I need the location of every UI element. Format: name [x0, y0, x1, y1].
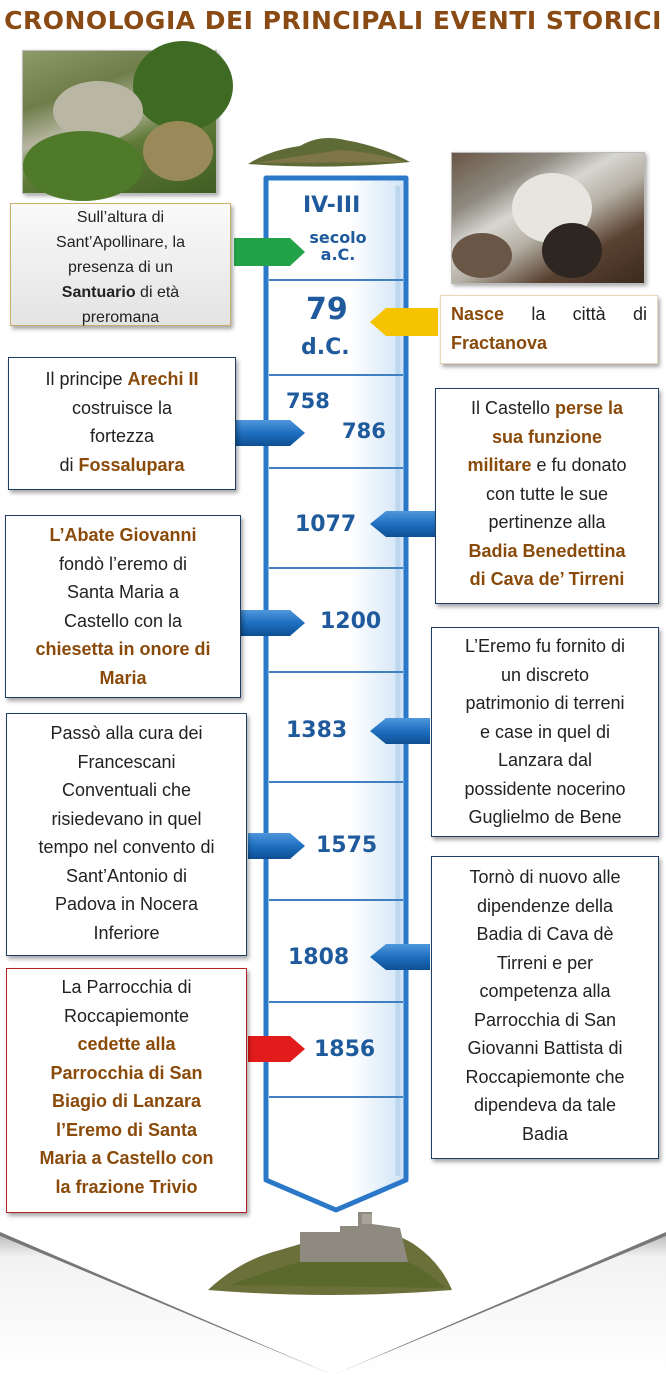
- text-line: Roccapiemonte che: [465, 1066, 625, 1087]
- text-line: Passò alla cura dei: [50, 723, 203, 743]
- text-line: [15, 451, 229, 480]
- event-box-castello: [435, 388, 659, 604]
- text-line: [442, 394, 652, 423]
- year-1200: 1200: [320, 609, 382, 634]
- highlight-line: cedette alla: [77, 1034, 176, 1054]
- text-line: pertinenze alla: [488, 512, 606, 532]
- highlight-line: Maria: [99, 667, 147, 688]
- text-line: La Parrocchia di: [61, 977, 192, 997]
- highlight: Santuario: [61, 284, 136, 301]
- year-sub-a: secolo: [309, 228, 367, 247]
- text-line: L’Eremo fu fornito di: [464, 636, 626, 656]
- year-1383: 1383: [286, 718, 348, 743]
- text-line: Tornò di nuovo alle: [469, 867, 621, 887]
- year-sub-b: a.C.: [320, 245, 356, 264]
- text: Il Castello: [470, 398, 555, 418]
- text-line: Lanzara dal: [497, 750, 593, 770]
- text-line: Conventuali che: [61, 780, 192, 800]
- highlight-line: Parrocchia di San: [50, 1062, 203, 1083]
- year-79: 79: [306, 292, 348, 327]
- text-line: [17, 280, 224, 305]
- text-line: Guglielmo de Bene: [468, 807, 622, 827]
- text-line: Castello con la: [63, 610, 183, 631]
- highlight-line: l’Eremo di Santa: [55, 1119, 198, 1140]
- text-line: dipendeva da tale: [473, 1095, 617, 1115]
- text: di età: [135, 284, 180, 301]
- highlight-line: di Cava de’ Tirreni: [469, 569, 625, 589]
- highlight-line: Badia Benedettina: [468, 540, 626, 561]
- text-line: Tirreni e per: [496, 952, 594, 973]
- year-786: 786: [342, 419, 386, 443]
- year-1856: 1856: [314, 1037, 376, 1062]
- text-line: Padova in Nocera: [54, 894, 199, 914]
- text-line: Santa Maria a: [66, 582, 180, 602]
- text-line: Sull’altura di: [76, 209, 165, 226]
- text-line: fondò l’eremo di: [58, 553, 188, 574]
- text-line: costruisce la: [71, 397, 173, 418]
- text-line: dipendenze della: [476, 895, 614, 916]
- text-line: competenza alla: [479, 981, 611, 1001]
- highlight-line: Maria a Castello con: [39, 1148, 214, 1168]
- year-758: 758: [286, 389, 330, 413]
- text-line: Badia di Cava dè: [476, 924, 614, 944]
- highlight: Fossalupara: [78, 454, 185, 475]
- event-box-francescani: [6, 713, 247, 956]
- page-title: CRONOLOGIA DEI PRINCIPALI EVENTI STORICI: [4, 6, 662, 35]
- text-line: Giovanni Battista di: [467, 1038, 623, 1058]
- text-line: Francescani: [77, 751, 176, 772]
- event-box-badia: [431, 856, 659, 1159]
- highlight: perse la: [555, 398, 624, 418]
- highlight-line: L’Abate Giovanni: [49, 525, 197, 545]
- text-line: [451, 329, 647, 358]
- text: e fu donato: [531, 455, 627, 475]
- text-line: Sant’Antonio di: [65, 865, 188, 886]
- text-line: Parrocchia di San: [473, 1009, 617, 1030]
- text-line: tempo nel convento di: [38, 837, 215, 857]
- highlight: Arechi II: [127, 369, 199, 389]
- castle-hill-image: [208, 1212, 452, 1295]
- text-line: Badia: [521, 1123, 569, 1144]
- text: la città di: [504, 304, 647, 324]
- year-dc: d.C.: [301, 335, 350, 360]
- year-iv-iii: IV-III: [303, 193, 361, 218]
- top-hill-image: [248, 138, 410, 167]
- text-line: [451, 300, 647, 329]
- event-box-eremo: [431, 627, 659, 837]
- text-line: e case in quel di: [479, 721, 611, 742]
- text-line: risiedevano in quel: [51, 808, 202, 829]
- highlight: Nasce: [451, 304, 505, 324]
- highlight-line: la frazione Trivio: [55, 1176, 198, 1197]
- text-line: con tutte le sue: [485, 483, 609, 504]
- text: di: [59, 454, 79, 475]
- highlight-line: sua funzione: [491, 426, 602, 447]
- year-1808: 1808: [288, 945, 350, 970]
- text-line: fortezza: [89, 426, 155, 446]
- highlight: Fractanova: [451, 332, 548, 353]
- text: Il principe: [45, 369, 128, 389]
- text-line: patrimonio di terreni: [465, 693, 625, 713]
- highlight: militare: [467, 455, 532, 475]
- text-line: un discreto: [500, 664, 590, 685]
- event-box-arechi: [8, 357, 236, 490]
- text-line: presenza di un: [68, 259, 173, 276]
- text-line: Roccapiemonte: [63, 1005, 190, 1026]
- text-line: possidente nocerino: [464, 778, 626, 799]
- arrow-green: [234, 238, 305, 266]
- highlight-line: Biagio di Lanzara: [51, 1091, 202, 1111]
- text-line: Sant’Apollinare, la: [56, 234, 185, 251]
- highlight-line: chiesetta in onore di: [35, 639, 211, 659]
- event-box-parrocchia: [6, 968, 247, 1213]
- text-line: preromana: [81, 309, 160, 326]
- event-box-santuario: [10, 203, 231, 326]
- arrow-blue-1: [234, 420, 305, 446]
- event-box-abate: [5, 515, 241, 698]
- year-1077: 1077: [295, 512, 357, 537]
- year-1575: 1575: [316, 833, 378, 858]
- text-line: Inferiore: [93, 922, 160, 943]
- text-line: [442, 451, 652, 480]
- event-box-fractanova: [440, 295, 658, 364]
- year-iv-iii-sub: [302, 229, 374, 263]
- text-line: [15, 365, 229, 394]
